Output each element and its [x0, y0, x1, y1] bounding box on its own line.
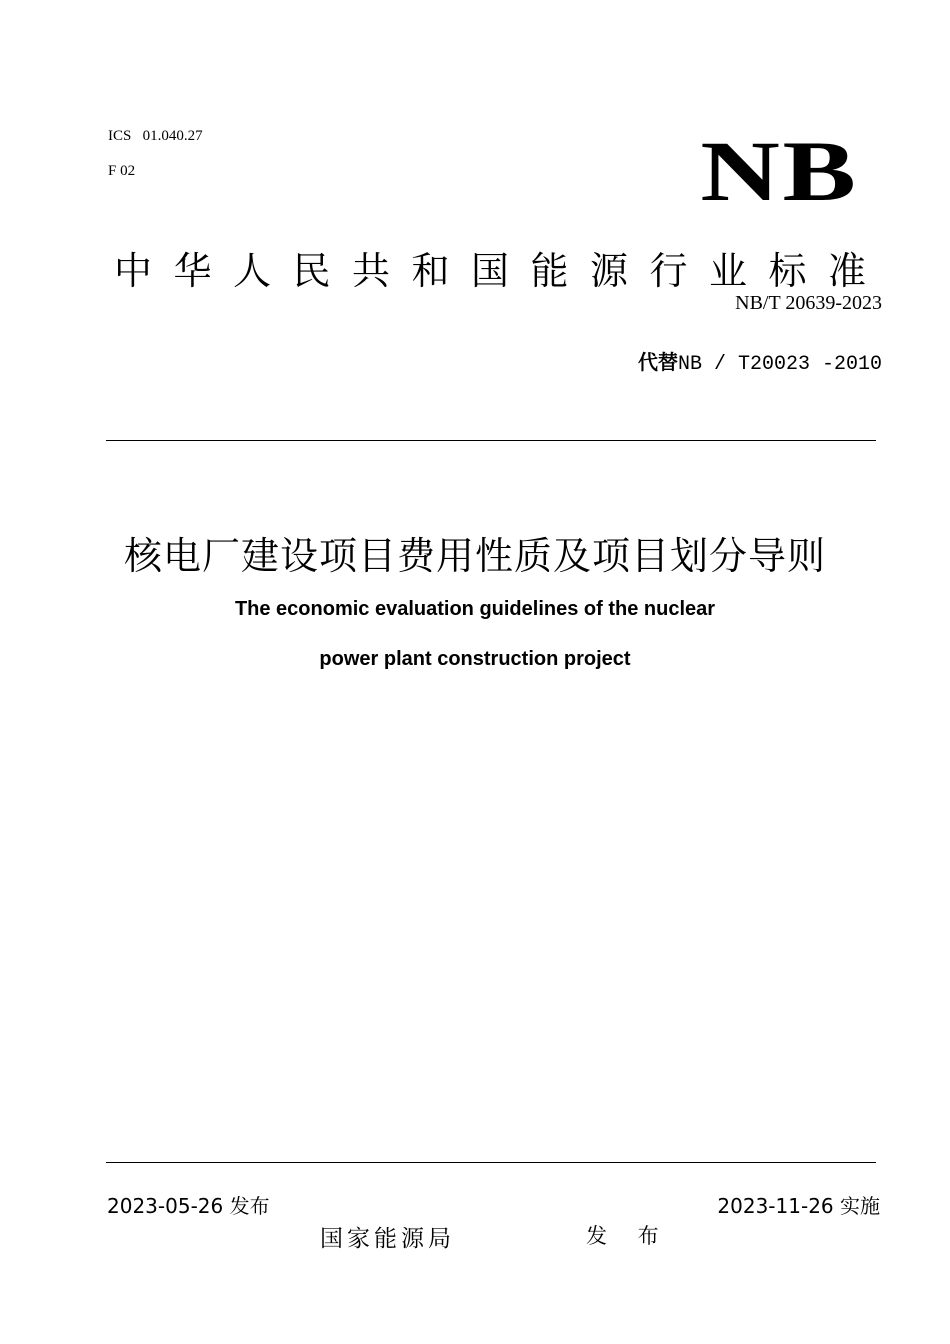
ics-code: ICS 01.040.27	[108, 128, 203, 144]
top-divider	[106, 440, 876, 441]
replaces-line	[638, 346, 882, 376]
replaces-value: NB / T20023 -2010	[677, 353, 882, 376]
bottom-divider	[106, 1162, 876, 1163]
document-title-english-line2: power plant construction project	[319, 648, 631, 670]
replaces-label: 代替	[637, 350, 678, 374]
classification-code: F 02	[108, 163, 136, 179]
standard-type-heading: 中华人民共和国能源行业标准	[114, 249, 888, 293]
implement-date: 2023-11-26 实施	[717, 1194, 880, 1218]
issuing-authority: 国家能源局	[320, 1226, 455, 1252]
publish-date: 2023-05-26 发布	[107, 1194, 270, 1218]
document-title-english-line1: The economic evaluation guidelines of the nuclear	[234, 598, 716, 620]
document-title-chinese: 核电厂建设项目费用性质及项目划分导则	[123, 534, 826, 578]
issue-word: 发 布	[586, 1224, 671, 1248]
standard-number: NB/T 20639-2023	[735, 292, 882, 314]
nb-logo: NB	[699, 123, 858, 219]
